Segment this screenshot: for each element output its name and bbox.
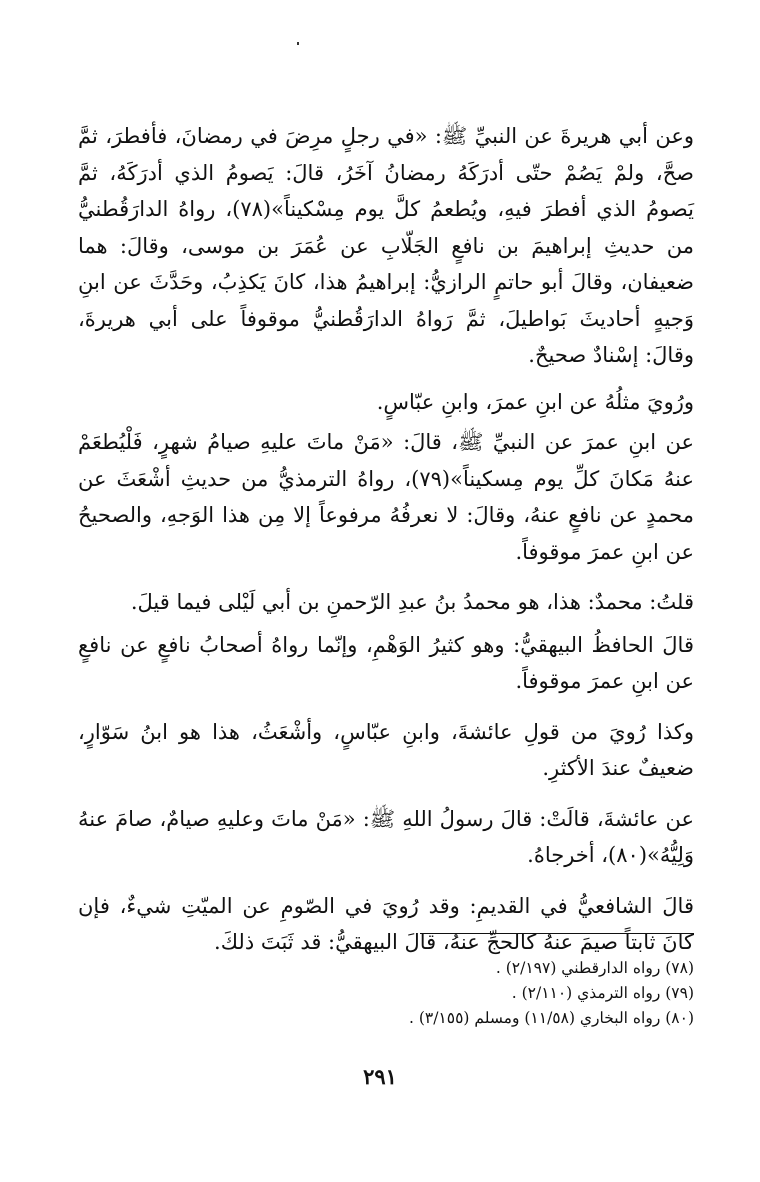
- paragraph-aisha-saying: وكذا رُويَ من قولِ عائشةَ، وابنِ عبّاسٍ، وأشْعَثُ، هذا هو ابنُ سَوّارٍ، ضعيفٌ عندَ الأكثرِ.: [78, 719, 694, 780]
- footnote-79: (٧٩) رواه الترمذي (٢/١١٠) .: [511, 984, 694, 1002]
- paragraph-ibn-umar-hadith: عن ابنِ عمرَ عن النبيِّ ﷺ، قالَ: «مَنْ ماتَ عليهِ صيامُ شهرٍ، فَلْيُطعَمْ عنهُ مَكانَ كلِّ يوم مِسكيناً»(٧٩)، رواهُ الترمذيُّ من حديثِ أشْعَثَ عن محمدٍ عن نافعٍ عنهُ، وقالَ: لا نعرفُهُ مرفوعاً إلا مِن هذا الوَجهِ، والصحيحُ عن ابنِ عمرَ موقوفاً.: [78, 430, 694, 564]
- paragraph-ibn-umar-ibn-abbas: ورُويَ مثلُهُ عن ابنِ عمرَ، وابنِ عبّاسٍ.: [376, 389, 694, 414]
- paragraph-muhammad-note: قلتُ: محمدٌ: هذا، هو محمدُ بنُ عبدِ الرّحمنِ بن أبي لَيْلى فيما قيلَ.: [130, 590, 694, 614]
- print-speck: [297, 42, 299, 45]
- paragraph-abu-hurayra: وعن أبي هريرةَ عن النبيِّ ﷺ: «في رجلٍ مرِضَ في رمضانَ، فأفطرَ، ثمَّ صحَّ، ولمْ يَصُمْ حتّى أدرَكَهُ رمضانُ آخَرُ، قالَ: يَصومُ الذي أدرَكَهُ، ثمَّ يَصومُ الذي أفطرَ فيهِ، ويُطعمُ كلَّ يوم مِسْكيناً»(٧٨)، رواهُ الدارَقُطنيُّ من حديثِ إبراهيمَ بن نافعٍ الجَلّابِ عن عُمَرَ بن موسى، وقالَ: هما ضعيفان، وقالَ أبو حاتمٍ الرازيُّ: إبراهيمُ هذا، كانَ يَكذِبُ، وحَدَّثَ عن ابنِ وَجيهٍ أحاديثَ بَواطيلَ، ثمَّ رَواهُ الدارَقُطنيُّ موقوفاً على أبي هريرةَ، وقالَ: إسْنادٌ صحيحٌ.: [78, 124, 694, 367]
- paragraph-shafii: قالَ الشافعيُّ في القديمِ: وقد رُويَ في الصّومِ عن الميّتِ شيءٌ، فإن كانَ ثابتاً صيمَ عنهُ كالحجِّ عنهُ، قالَ البيهقيُّ: قد ثَبَتَ ذلكَ.: [78, 893, 694, 954]
- main-text: [78, 118, 694, 975]
- footnotes: [300, 956, 694, 1031]
- footnote-80: (٨٠) رواه البخاري (١١/٥٨) ومسلم (٣/١٥٥) .: [408, 1009, 694, 1027]
- paragraph-aisha-hadith: عن عائشةَ، قالَتْ: قالَ رسولُ اللهِ ﷺ: «مَنْ ماتَ وعليهِ صيامٌ، صامَ عنهُ وَلِيُّهُ»(٨٠)، أخرجاهُ.: [78, 806, 694, 867]
- page-number: ٢٩١: [363, 1064, 397, 1089]
- paragraph-bayhaqi: قالَ الحافظُ البيهقيُّ: وهو كثيرُ الوَهْمِ، وإنّما رواهُ أصحابُ نافعٍ عن نافعٍ عن ابنِ عمرَ موقوفاً.: [78, 632, 694, 693]
- footnote-separator: [420, 933, 694, 934]
- footnote-78: (٧٨) رواه الدارقطني (٢/١٩٧) .: [495, 959, 694, 977]
